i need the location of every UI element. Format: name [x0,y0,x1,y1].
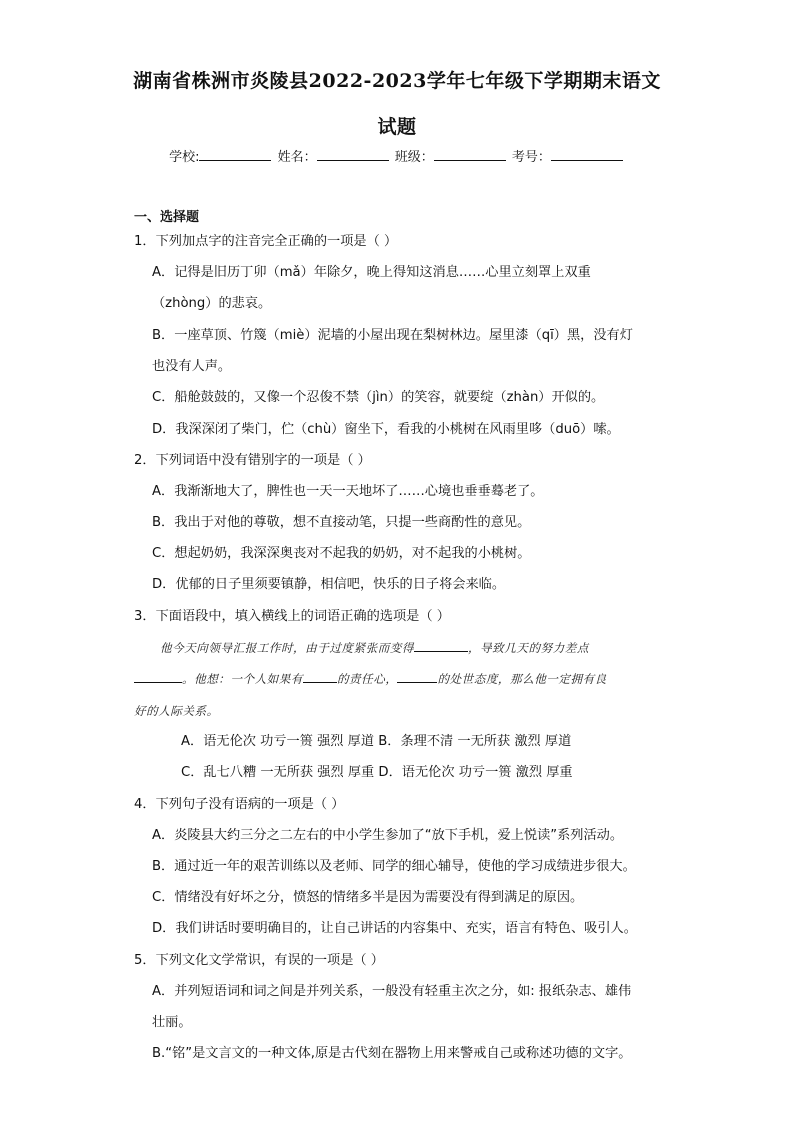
q5-stem: 5．下列文化文学常识，有误的一项是（ ） [134,953,384,968]
q3-passage-text3: 。他想：一个人如果有 [182,672,303,686]
q3-options-ab: A．语无伦次 功亏一篑 强烈 厚道 B．条理不清 一无所获 激烈 厚道 [181,734,572,749]
q3-blank-2 [134,671,182,683]
q4-option-b: B．通过近一年的艰苦训练以及老师、同学的细心辅导，使他的学习成绩进步很大。 [152,859,636,874]
q3-passage-text2: ，导致几天的努力差点 [467,641,589,655]
q3-blank-1 [414,640,468,652]
q3-passage-text5: 的处世态度，那么他一定拥有良 [437,672,607,686]
q3-blank-3 [303,671,337,683]
school-label: 学校: [169,150,200,165]
q1-option-b-line2: 也没有人声。 [152,359,232,374]
name-blank [317,148,389,161]
exam-title-line2: 试题 [377,116,417,138]
q3-passage-text4: 的责任心， [336,672,398,686]
q1-option-a-line1: A．记得是旧历丁卯（mǎ）年除夕，晚上得知这消息……心里立刻罩上双重 [152,265,591,280]
q1-stem: 1．下列加点字的注音完全正确的一项是（ ） [134,234,398,249]
q4-option-c: C．情绪没有好坏之分，愤怒的情绪多半是因为需要没有得到满足的原因。 [152,890,584,905]
q1-option-a-line2: （zhòng）的悲哀。 [152,296,272,311]
q3-options-cd: C．乱七八糟 一无所获 强烈 厚重 D．语无伦次 功亏一篑 激烈 厚重 [181,765,573,780]
school-blank [199,148,271,161]
q2-stem: 2．下列词语中没有错别字的一项是（ ） [134,453,371,468]
q1-option-d: D．我深深闭了柴门，伫（chù）窗坐下，看我的小桃树在风雨里哆（duō）嗦。 [152,422,620,437]
q3-passage-line3: 好的人际关系。 [134,704,219,718]
q2-option-d: D．优郁的日子里须要镇静，相信吧，快乐的日子将会来临。 [152,577,506,592]
exam-title-line1: 湖南省株洲市炎陵县2022-2023学年七年级下学期期末语文 [133,70,661,92]
q1-option-c: C．船舱鼓鼓的，又像一个忍俊不禁（jìn）的笑容，就要绽（zhàn）开似的。 [152,390,605,405]
section-title: 一、选择题 [134,210,200,225]
student-info-row [0,146,794,165]
q2-option-b: B．我出于对他的尊敬，想不直接动笔，只提一些商酌性的意见。 [152,515,531,530]
q5-option-b: B.“铭”是文言文的一种文体,原是古代刻在器物上用来警戒自己或称述功德的文字。 [152,1046,632,1061]
q4-option-d: D．我们讲话时要明确目的，让自己讲话的内容集中、充实，语言有特色、吸引人。 [152,921,637,936]
q1-option-b-line1: B．一座草顶、竹篾（miè）泥墙的小屋出现在梨树林边。屋里漆（qī）黑，没有灯 [152,328,633,343]
q5-option-a-line2: 壮丽。 [152,1015,192,1030]
exam-no-label: 考号： [511,150,551,165]
name-label: 姓名： [277,150,317,165]
q3-passage-line1 [160,640,589,656]
exam-no-blank [551,148,623,161]
q4-option-a: A．炎陵县大约三分之二左右的中小学生参加了“放下手机，爱上悦读”系列活动。 [152,828,624,843]
q3-passage-text1: 他今天向领导汇报工作时，由于过度紧张而变得 [160,641,414,655]
class-label: 班级： [394,150,434,165]
q3-blank-4 [397,671,437,683]
q3-stem: 3．下面语段中，填入横线上的词语正确的选项是（ ） [134,609,450,624]
q5-option-a-line1: A．并列短语词和词之间是并列关系，一般没有轻重主次之分，如: 报纸杂志、雄伟 [152,984,632,999]
q3-passage-line2 [134,671,607,687]
q2-option-a: A．我渐渐地大了，脾性也一天一天地坏了……心境也垂垂蓦老了。 [152,484,544,499]
class-blank [434,148,506,161]
q4-stem: 4．下列句子没有语病的一项是（ ） [134,797,345,812]
q2-option-c: C．想起奶奶，我深深奥丧对不起我的奶奶，对不起我的小桃树。 [152,546,531,561]
